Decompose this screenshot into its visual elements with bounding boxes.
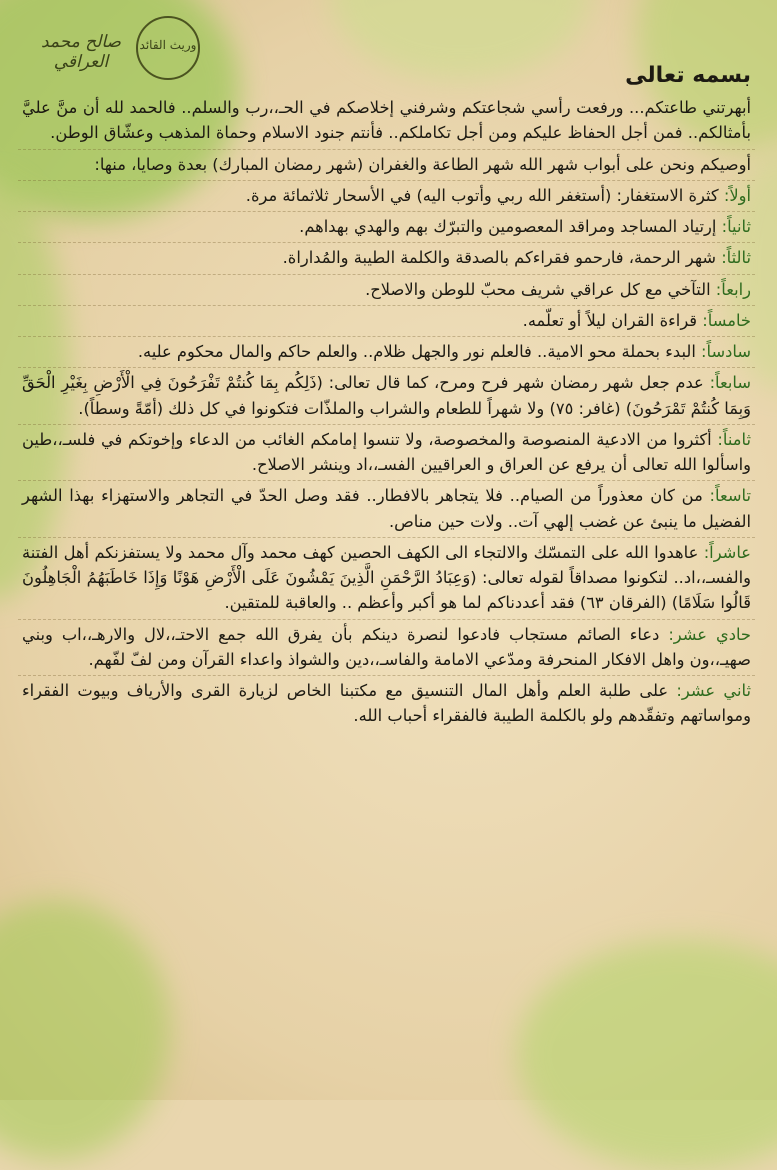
paragraph-text: أوصيكم ونحن على أبواب شهر الله شهر الطاعة والغفران (شهر رمضان المبارك) بعدة وصايا، منها: <box>94 154 751 174</box>
paragraph-text: إرتياد المساجد ومراقد المعصومين والتبرّك بهم والهدي بهداهم. <box>299 217 717 237</box>
paragraph-text: شهر الرحمة، فارحمو فقراءكم بالصدقة والكلمة الطيبة والمُداراة. <box>282 248 716 268</box>
paragraph <box>18 675 755 731</box>
paragraph <box>18 424 755 480</box>
paragraph-label: أولاً: <box>723 185 751 205</box>
paragraph <box>18 480 755 536</box>
seal-text: وريث القائد <box>139 38 197 52</box>
paragraph-label: ثامناً: <box>717 429 751 449</box>
paragraph <box>18 619 755 675</box>
paragraph-text: عاهدوا الله على التمسّك والالتجاء الى الكهف الحصين كهف محمد وآل محمد ولا يستفزنكم أهل الفتنة والفسـ،،اد.. لتكونوا مصداقاً لقوله تعالى: (وَعِبَادُ الرَّحْمَنِ الَّذِينَ يَمْشُونَ عَلَى الْأَرْضِ هَوْنًا وَإِذَا خَاطَبَهُمُ الْجَاهِلُونَ قَالُوا سَلَامًا) (الفرقان ٦٣) فقد أعددناكم لما هو أكبر وأعظم .. والعاقبة للمتقين. <box>22 542 751 613</box>
paragraph-label: رابعاً: <box>715 279 751 299</box>
paragraph-text: البدء بحملة محو الامية.. فالعلم نور والجهل ظلام.. والعلم حاكم والمال محكوم عليه. <box>137 342 696 362</box>
paragraph-label: ثانياً: <box>721 217 751 237</box>
document-body <box>18 58 755 1092</box>
paragraph <box>18 537 755 618</box>
paragraph-label: ثالثاً: <box>721 248 751 268</box>
paragraph-label: سابعاً: <box>709 373 751 393</box>
paragraph-label: سادساً: <box>701 342 751 362</box>
paragraph-text: قراءة القران ليلاً أو تعلّمه. <box>522 310 698 330</box>
signature-logo: صالح محمد العراقي <box>40 32 121 72</box>
paragraph-label: خامساً: <box>702 310 751 330</box>
paragraph <box>18 305 755 335</box>
paragraph-label: تاسعاً: <box>709 486 751 506</box>
paragraph-text: دعاء الصائم مستجاب فادعوا لنصرة دينكم بأن يفرق الله جمع الاحتـ،،لال والارهـ،،اب وبني صهيـ،،ون واهل الافكار المنحرفة ومدّعي الامامة والفاسـ،،دين والشواذ واعداء القرآن ومن لفّ لفّهم. <box>22 624 751 669</box>
paragraph-label: حادي عشر: <box>668 624 751 644</box>
paragraph-text: كثرة الاستغفار: (أستغفر الله ربي وأتوب اليه) في الأسحار ثلاثمائة مرة. <box>245 185 719 205</box>
paragraph <box>18 93 755 148</box>
paragraph <box>18 367 755 423</box>
paragraph-text: التآخي مع كل عراقي شريف محبّ للوطن والاصلاح. <box>365 279 711 299</box>
paragraph-text: أكثروا من الادعية المنصوصة والمخصوصة، ولا تنسوا إمامكم الغائب من الدعاء وإخوتكم في فلسـ،،طين واسألوا الله تعالى أن يرفع عن العراق و العراقيين الفسـ،،اد وينشر الاصلاح. <box>22 429 751 475</box>
paragraph <box>18 149 755 179</box>
paragraph-text: على طلبة العلم وأهل المال التنسيق مع مكتبنا الخاص لزيارة القرى والأرياف وبيوت الفقراء ومواساتهم وتفقّدهم ولو بالكلمة الطيبة فالفقراء أحباب الله. <box>22 681 751 726</box>
paragraph-text: من كان معذوراً من الصيام.. فلا يتجاهر بالافطار.. فقد وصل الحدّ في التجاهر والاستهزاء بهذا الشهر الفضيل ما ينبئ عن غضب إلهي آت.. ولات حين مناص. <box>22 486 751 531</box>
paragraph-label: ثاني عشر: <box>676 681 751 701</box>
paragraph <box>18 180 755 210</box>
paragraph <box>18 242 755 272</box>
document-title: بسمه تعالى <box>625 63 751 88</box>
paragraph-text: عدم جعل شهر رمضان شهر فرح ومرح، كما قال تعالى: (ذَلِكُم بِمَا كُنتُمْ تَفْرَحُونَ فِي الْأَرْضِ بِغَيْرِ الْحَقِّ وَبِمَا كُنتُمْ تَمْرَحُونَ) (غافر: ٧٥) ولا شهراً للطعام والشراب والملذّات فتكونوا في كل ذلك (أمّةً وسطاً). <box>22 373 751 418</box>
paragraph-text: أبهرتني طاعتكم... ورفعت رأسي شجاعتكم وشرفني إخلاصكم في الحـ،،رب والسلم.. فالحمد لله أن منَّ عليَّ بأمثالكم.. فمن أجل الحفاظ عليكم ومن أجل تكاملكم.. فأنتم جنود الاسلام وحماة المذهب وعشّاق الوطن. <box>22 98 751 143</box>
paragraph <box>18 274 755 304</box>
paragraph-label: عاشراً: <box>703 542 751 562</box>
paragraph <box>18 336 755 366</box>
paragraph <box>18 211 755 241</box>
